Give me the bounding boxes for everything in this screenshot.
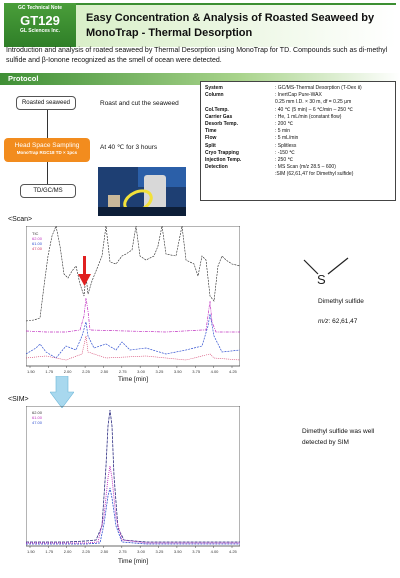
condition-key: Injection Temp. — [205, 157, 242, 164]
x-tick-label: 1.50 — [27, 369, 35, 374]
x-tick-label: 3.50 — [173, 549, 182, 554]
x-tick-label: 1.75 — [45, 549, 54, 554]
sampling-title: Head Space Sampling — [14, 142, 80, 149]
intro-text: Introduction and analysis of roated seaweed by Thermal Desorption using MonoTrap for TD. Compounds such as di-methyl sulfide and β-Ionone recognized as the smell of ocean were detected. — [6, 47, 388, 64]
svg-text:62.00: 62.00 — [32, 236, 43, 241]
x-tick-label: 4.25 — [229, 549, 237, 554]
x-tick-label: 3.00 — [137, 549, 145, 554]
condition-value: : He, 1 mL/min (constant flow) — [275, 113, 342, 120]
scan-label: <Scan> — [8, 216, 33, 223]
condition-value: : 200 ℃ — [275, 121, 294, 128]
condition-row — [205, 92, 391, 99]
condition-value: :SIM (62,61,47 for Dimethyl sulfide) — [275, 171, 354, 178]
condition-row — [205, 164, 391, 171]
condition-row — [205, 107, 391, 114]
sim-label: <SIM> — [8, 396, 29, 403]
condition-key: Desorb Temp. — [205, 121, 238, 128]
condition-key — [205, 171, 275, 178]
condition-row — [205, 99, 391, 106]
note-label: GC Technical Note — [17, 5, 63, 11]
condition-value: 0.25 mm I.D. × 30 m, df = 0.25 μm — [275, 99, 352, 106]
condition-row — [205, 128, 391, 135]
condition-row — [205, 85, 391, 92]
x-tick-label: 4.00 — [210, 369, 219, 374]
flow-step-seaweed: Roasted seaweed — [16, 96, 76, 110]
x-tick-label: 3.50 — [173, 369, 182, 374]
x-tick-label: 2.75 — [118, 369, 127, 374]
x-tick-label: 3.00 — [137, 369, 145, 374]
mz-line — [318, 316, 357, 327]
condition-value: : GC/MS-Thermal Desorption (T-Dex Ⅱ) — [275, 85, 362, 91]
sampling-sub: MonoTrap RGC18 TD × 1pcs — [16, 150, 78, 155]
svg-text:62.00: 62.00 — [32, 410, 43, 415]
flow-note-roast: Roast and cut the seaweed — [100, 100, 179, 107]
scan-x-axis-label: Time [min] — [118, 376, 149, 383]
condition-key — [205, 99, 275, 106]
condition-value: : Splitless — [275, 142, 297, 149]
header-title-area — [76, 3, 396, 47]
x-tick-label: 1.75 — [45, 369, 54, 374]
condition-row — [205, 121, 391, 128]
x-tick-label: 2.50 — [100, 549, 109, 554]
condition-value: : -150 ℃ — [275, 149, 295, 156]
compound-name: Dimethyl sulfide — [318, 298, 364, 305]
svg-text:47.00: 47.00 — [32, 420, 43, 425]
x-tick-label: 2.25 — [82, 549, 90, 554]
condition-key: System — [205, 85, 223, 91]
condition-key: Column — [205, 92, 224, 99]
svg-text:S: S — [317, 272, 326, 287]
sim-x-axis-label: Time [min] — [118, 558, 149, 565]
page-title: Easy Concentration & Analysis of Roasted Seaweed by MonoTrap - Thermal Desorption — [86, 12, 375, 39]
x-tick-label: 4.00 — [210, 549, 219, 554]
condition-value: : MS Scan (m/z 28.5 – 600) — [275, 164, 336, 171]
flow-connector — [47, 162, 48, 184]
condition-value: : 40 ℃ (5 min) – 6 ℃/min – 250 ℃ — [275, 106, 353, 113]
x-tick-label: 3.75 — [192, 369, 201, 374]
x-tick-label: 3.75 — [192, 549, 201, 554]
org-name: GL Sciences Inc. — [20, 28, 60, 34]
svg-text:47.00: 47.00 — [32, 246, 43, 251]
x-tick-label: 1.50 — [27, 549, 35, 554]
condition-key: Col.Temp. — [205, 106, 229, 113]
condition-row — [205, 114, 391, 121]
condition-value: : 250 ℃ — [275, 157, 294, 164]
x-tick-label: 4.25 — [229, 369, 237, 374]
flow-step-tdgcms: TD/GC/MS — [20, 184, 76, 198]
x-tick-label: 2.00 — [63, 369, 72, 374]
scan-chromatogram — [26, 226, 240, 374]
sim-note — [302, 426, 374, 448]
condition-key: Time — [205, 128, 217, 135]
flow-note-temp: At 40 ℃ for 3 hours — [100, 144, 158, 151]
note-code: GT129 — [20, 13, 60, 28]
x-tick-label: 2.50 — [100, 369, 109, 374]
condition-row — [205, 171, 391, 178]
condition-key: Carrier Gas — [205, 113, 233, 120]
sim-note-line2: detected by SIM — [302, 439, 349, 446]
conditions-table — [200, 81, 396, 201]
protocol-label: Protocol — [8, 74, 39, 83]
x-tick-label: 3.25 — [155, 369, 164, 374]
condition-key: Detection — [205, 164, 228, 171]
condition-value: : InertCap Pure-WAX — [275, 92, 322, 99]
condition-key: Flow — [205, 135, 217, 142]
mz-label: m/z — [318, 318, 329, 325]
condition-value: : 5 min — [275, 128, 291, 135]
sim-chromatogram — [26, 406, 240, 556]
condition-row — [205, 143, 391, 150]
condition-row — [205, 157, 391, 164]
sim-note-line1: Dimethyl sulfide was well — [302, 428, 375, 435]
svg-text:TIC: TIC — [32, 231, 39, 236]
x-tick-label: 2.00 — [63, 549, 72, 554]
condition-row — [205, 135, 391, 142]
mz-values: : 62,61,47 — [328, 318, 358, 325]
svg-text:61.00: 61.00 — [32, 415, 43, 420]
svg-text:61.00: 61.00 — [32, 241, 43, 246]
sampling-photo — [98, 167, 186, 216]
flow-connector — [47, 110, 48, 138]
down-arrow-icon — [50, 376, 74, 408]
dimethyl-sulfide-structure — [300, 256, 360, 290]
x-tick-label: 3.25 — [155, 549, 164, 554]
x-tick-label: 2.25 — [82, 369, 90, 374]
condition-key: Cryo Trapping — [205, 149, 239, 156]
header-badge — [4, 3, 76, 47]
peak-arrow-icon — [78, 256, 91, 286]
condition-value: : 5 mL/min — [275, 135, 299, 142]
flow-step-sampling — [4, 138, 90, 162]
condition-key: Split — [205, 142, 216, 149]
x-tick-label: 2.75 — [118, 549, 127, 554]
condition-row — [205, 150, 391, 157]
